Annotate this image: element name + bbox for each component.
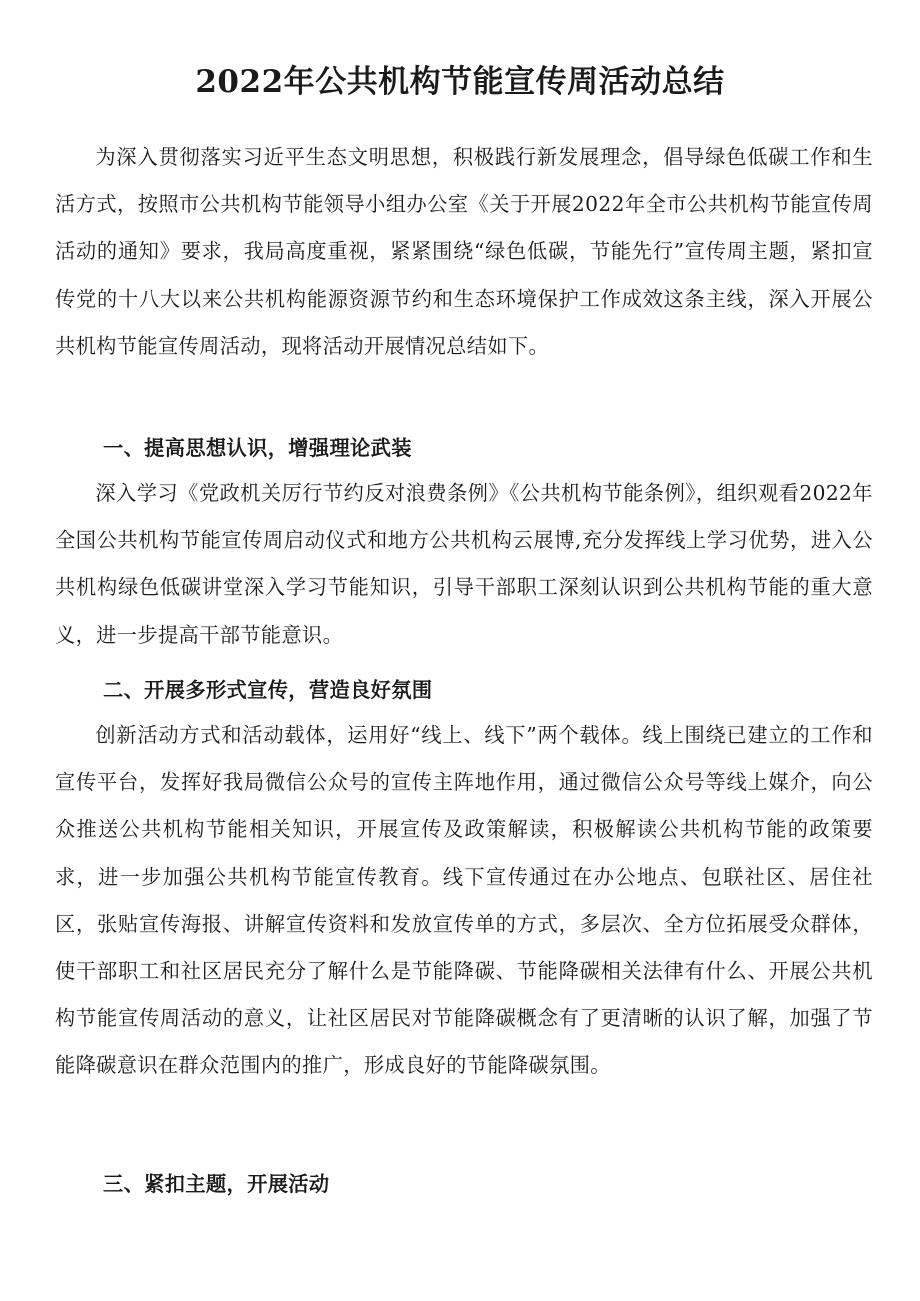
section-heading-2: 二、开展多形式宣传，营造良好氛围 xyxy=(103,678,433,702)
section-heading-1: 一、提高思想认识，增强理论武装 xyxy=(103,436,412,460)
page-title: 2022年公共机构节能宣传周活动总结 xyxy=(195,64,725,100)
intro-paragraph: 为深入贯彻落实习近平生态文明思想，积极践行新发展理念，倡导绿色低碳工作和生活方式，按照市公共机构节能领导小组办公室《关于开展2022年全市公共机构节能宣传周活动的通知》要求，我局高度重视，紧紧围绕“绿色低碳，节能先行”宣传周主题，紧扣宣传党的十八大以来公共机构能源资源节约和生态环境保护工作成效这条主线，深入开展公共机构节能宣传周活动，现将活动开展情况总结如下。 xyxy=(55,145,873,358)
section-body-2: 创新活动方式和活动载体，运用好“线上、线下”两个载体。线上围绕已建立的工作和宣传平台，发挥好我局微信公众号的宣传主阵地作用，通过微信公众号等线上媒介，向公众推送公共机构节能相关知识，开展宣传及政策解读，积极解读公共机构节能的政策要求，进一步加强公共机构节能宣传教育。线下宣传通过在办公地点、包联社区、居住社区，张贴宣传海报、讲解宣传资料和发放宣传单的方式，多层次、全方位拓展受众群体，使干部职工和社区居民充分了解什么是节能降碳、节能降碳相关法律有什么、开展公共机构节能宣传周活动的意义，让社区居民对节能降碳概念有了更清晰的认识了解，加强了节能降碳意识在群众范围内的推广，形成良好的节能降碳氛围。 xyxy=(55,723,873,1078)
section-body-1: 深入学习《党政机关厉行节约反对浪费条例》《公共机构节能条例》，组织观看2022年全国公共机构节能宣传周启动仪式和地方公共机构云展博,充分发挥线上学习优势，进入公共机构绿色低碳讲堂深入学习节能知识，引导干部职工深刻认识到公共机构节能的重大意义，进一步提高干部节能意识。 xyxy=(55,481,873,647)
section-heading-3: 三、紧扣主题，开展活动 xyxy=(103,1172,330,1196)
